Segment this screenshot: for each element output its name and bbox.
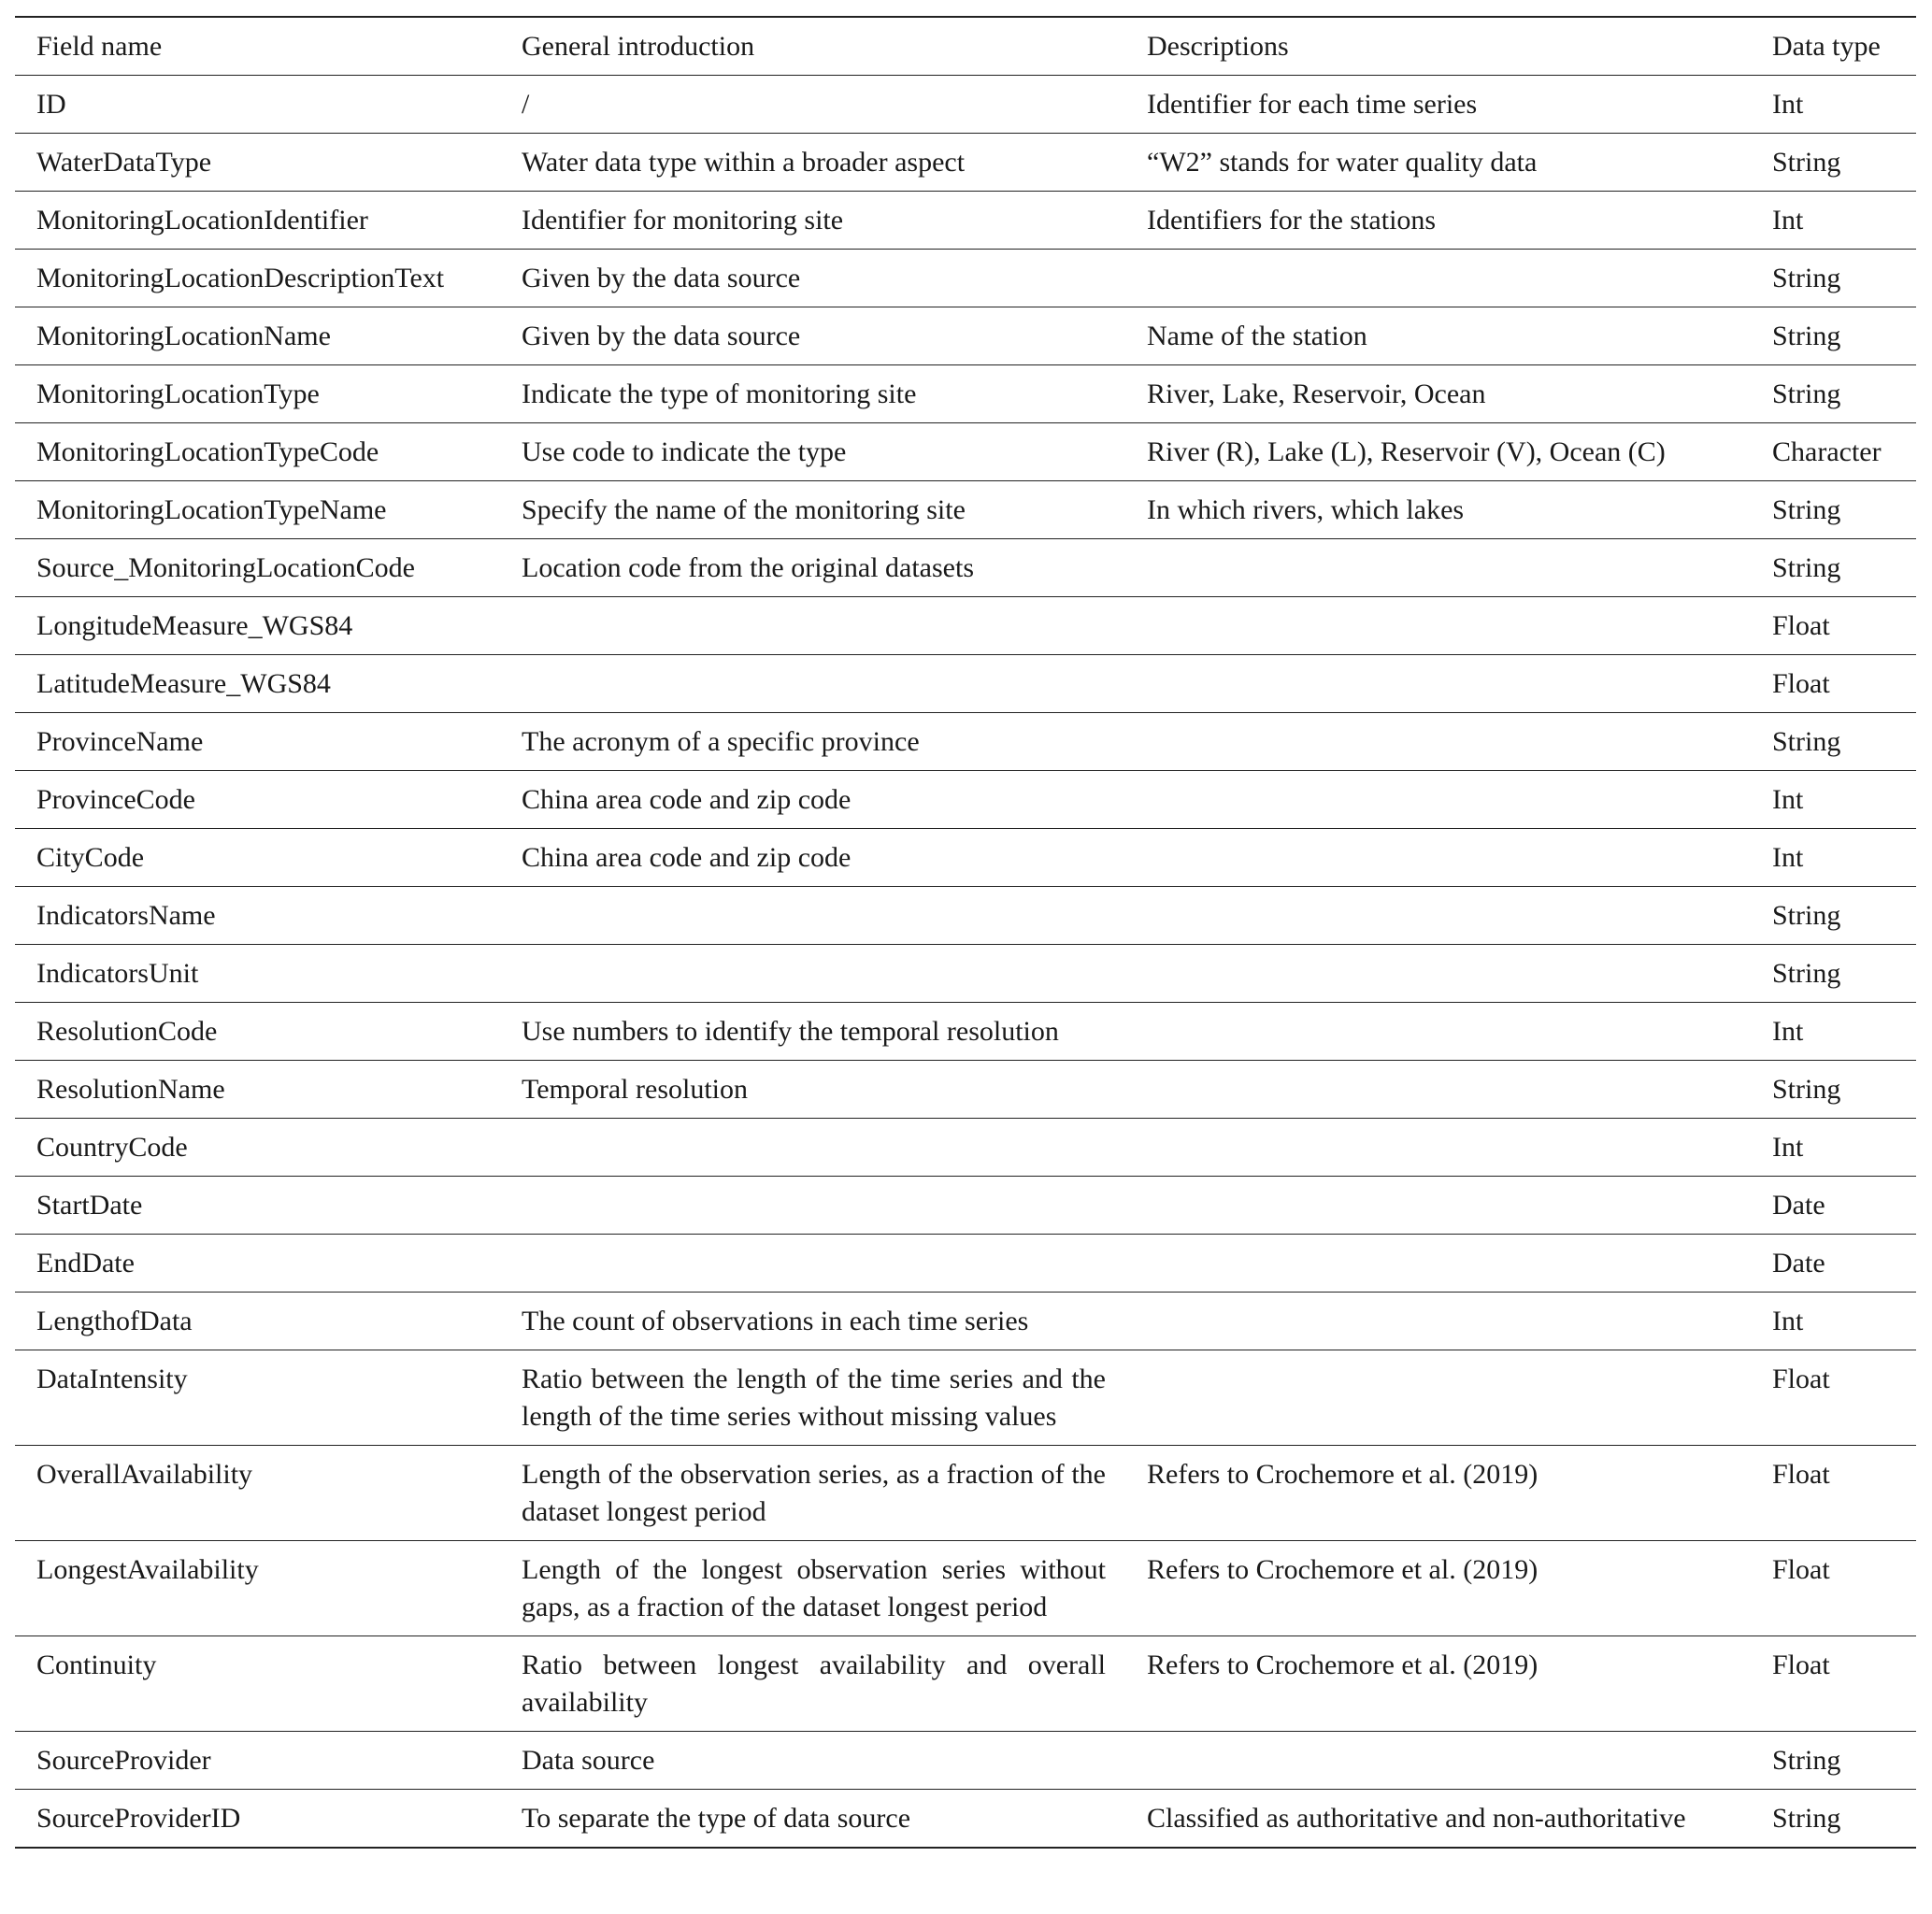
header-descriptions: Descriptions [1147, 31, 1289, 62]
general-introduction-cell: Use code to indicate the type [522, 436, 847, 467]
table-row [15, 655, 1916, 713]
table-row [15, 1119, 1916, 1177]
general-introduction-cell [501, 597, 1126, 655]
table-row [15, 1541, 1916, 1636]
general-introduction-cell: Ratio between the length of the time series and the length of the time series without missing values [522, 1364, 1106, 1432]
general-introduction-cell: Water data type within a broader aspect [522, 147, 966, 178]
description-cell [1126, 829, 1753, 887]
data-type-cell: Character [1772, 436, 1882, 467]
general-introduction-cell: Temporal resolution [522, 1074, 749, 1105]
data-type-cell: Int [1772, 1306, 1804, 1336]
table-row [15, 887, 1916, 945]
general-introduction-cell [501, 945, 1126, 1003]
general-introduction-cell: To separate the type of data source [522, 1803, 911, 1834]
table-body [15, 76, 1916, 1849]
general-introduction-cell [501, 887, 1126, 945]
table-row [15, 1061, 1916, 1119]
general-introduction-cell: The count of observations in each time series [522, 1306, 1029, 1336]
data-type-cell: String [1772, 958, 1841, 989]
data-type-cell: Int [1772, 1016, 1804, 1047]
general-introduction-cell: Given by the data source [522, 321, 801, 351]
data-type-cell: Float [1772, 1459, 1830, 1490]
table-row [15, 597, 1916, 655]
field-name-cell: OverallAvailability [36, 1459, 253, 1490]
table-row [15, 481, 1916, 539]
table-row [15, 134, 1916, 192]
field-name-cell: CountryCode [36, 1132, 188, 1163]
field-name-cell: Source_MonitoringLocationCode [36, 552, 415, 583]
field-name-cell: LengthofData [36, 1306, 193, 1336]
data-type-cell: Float [1772, 1650, 1830, 1680]
general-introduction-cell: The acronym of a specific province [522, 726, 920, 757]
description-cell: In which rivers, which lakes [1147, 494, 1465, 525]
field-name-cell: LongitudeMeasure_WGS84 [36, 610, 353, 641]
general-introduction-cell: Indicate the type of monitoring site [522, 379, 917, 409]
field-name-cell: CityCode [36, 842, 145, 873]
description-cell [1126, 1350, 1753, 1446]
data-type-cell: String [1772, 263, 1841, 293]
general-introduction-cell [501, 1235, 1126, 1293]
general-introduction-cell: Specify the name of the monitoring site [522, 494, 966, 525]
data-type-cell: Date [1772, 1190, 1825, 1221]
general-introduction-cell: Location code from the original datasets [522, 552, 974, 583]
table-row [15, 1732, 1916, 1790]
general-introduction-cell: China area code and zip code [522, 784, 852, 815]
description-cell [1126, 1061, 1753, 1119]
table-row [15, 250, 1916, 307]
table-row [15, 1350, 1916, 1446]
table-header [15, 17, 1916, 76]
field-name-cell: IndicatorsName [36, 900, 216, 931]
description-cell [1126, 1119, 1753, 1177]
general-introduction-cell: Ratio between longest availability and overall availability [522, 1650, 1106, 1718]
field-name-cell: MonitoringLocationIdentifier [36, 205, 368, 236]
description-cell [1126, 250, 1753, 307]
data-type-cell: String [1772, 900, 1841, 931]
header-field-name: Field name [36, 31, 163, 62]
description-cell: Identifiers for the stations [1147, 205, 1437, 236]
description-cell: Classified as authoritative and non-authoritative [1147, 1803, 1686, 1834]
data-type-cell: String [1772, 147, 1841, 178]
table-row [15, 76, 1916, 134]
description-cell [1126, 539, 1753, 597]
description-cell [1126, 1003, 1753, 1061]
description-cell [1126, 1235, 1753, 1293]
field-name-cell: MonitoringLocationTypeName [36, 494, 387, 525]
table-row [15, 1446, 1916, 1541]
table-row [15, 539, 1916, 597]
general-introduction-cell: Identifier for monitoring site [522, 205, 844, 236]
data-type-cell: String [1772, 379, 1841, 409]
data-type-cell: Float [1772, 610, 1830, 641]
general-introduction-cell [501, 655, 1126, 713]
table-row [15, 1636, 1916, 1732]
data-type-cell: Int [1772, 1132, 1804, 1163]
table-row [15, 1293, 1916, 1350]
description-cell: Refers to Crochemore et al. (2019) [1147, 1650, 1538, 1680]
field-name-cell: IndicatorsUnit [36, 958, 199, 989]
field-table [15, 16, 1916, 1849]
header-row [15, 17, 1916, 76]
general-introduction-cell [501, 1177, 1126, 1235]
header-data-type: Data type [1772, 31, 1881, 62]
data-type-cell: String [1772, 726, 1841, 757]
data-type-cell: String [1772, 494, 1841, 525]
table-row [15, 945, 1916, 1003]
table-row [15, 771, 1916, 829]
data-type-cell: String [1772, 1803, 1841, 1834]
description-cell [1126, 713, 1753, 771]
table-row [15, 423, 1916, 481]
description-cell [1126, 1293, 1753, 1350]
field-name-cell: MonitoringLocationType [36, 379, 320, 409]
data-type-cell: Date [1772, 1248, 1825, 1278]
field-name-cell: LongestAvailability [36, 1554, 259, 1585]
description-cell: Name of the station [1147, 321, 1367, 351]
data-type-cell: Int [1772, 205, 1804, 236]
table-row [15, 1003, 1916, 1061]
data-type-cell: Float [1772, 1364, 1830, 1394]
field-name-cell: LatitudeMeasure_WGS84 [36, 668, 331, 699]
field-name-cell: StartDate [36, 1190, 143, 1221]
table-row [15, 307, 1916, 365]
data-type-cell: Float [1772, 668, 1830, 699]
description-cell [1126, 1732, 1753, 1790]
field-name-cell: EndDate [36, 1248, 135, 1278]
description-cell: River, Lake, Reservoir, Ocean [1147, 379, 1486, 409]
table-row [15, 192, 1916, 250]
data-type-cell: Float [1772, 1554, 1830, 1585]
field-name-cell: SourceProvider [36, 1745, 211, 1776]
description-cell: Identifier for each time series [1147, 89, 1478, 120]
description-cell [1126, 887, 1753, 945]
table-row [15, 1177, 1916, 1235]
general-introduction-cell: / [522, 89, 530, 120]
description-cell: “W2” stands for water quality data [1147, 147, 1538, 178]
field-name-cell: DataIntensity [36, 1364, 188, 1394]
general-introduction-cell: China area code and zip code [522, 842, 852, 873]
general-introduction-cell: Given by the data source [522, 263, 801, 293]
field-name-cell: Continuity [36, 1650, 157, 1680]
description-cell: River (R), Lake (L), Reservoir (V), Ocean (C) [1147, 436, 1666, 467]
general-introduction-cell: Length of the observation series, as a fraction of the dataset longest period [522, 1459, 1106, 1527]
table-row [15, 1790, 1916, 1849]
data-type-cell: String [1772, 1745, 1841, 1776]
general-introduction-cell: Use numbers to identify the temporal resolution [522, 1016, 1059, 1047]
table-row [15, 829, 1916, 887]
table-row [15, 1235, 1916, 1293]
header-general-introduction: General introduction [522, 31, 755, 62]
table-row [15, 365, 1916, 423]
description-cell [1126, 655, 1753, 713]
general-introduction-cell: Data source [522, 1745, 655, 1776]
field-name-cell: ResolutionCode [36, 1016, 218, 1047]
field-name-cell: MonitoringLocationTypeCode [36, 436, 379, 467]
field-name-cell: ResolutionName [36, 1074, 225, 1105]
field-name-cell: MonitoringLocationDescriptionText [36, 263, 445, 293]
field-name-cell: WaterDataType [36, 147, 212, 178]
table-row [15, 713, 1916, 771]
data-type-cell: Int [1772, 784, 1804, 815]
field-name-cell: ProvinceCode [36, 784, 195, 815]
description-cell [1126, 771, 1753, 829]
field-name-cell: ProvinceName [36, 726, 204, 757]
data-type-cell: Int [1772, 842, 1804, 873]
data-type-cell: String [1772, 321, 1841, 351]
general-introduction-cell [501, 1119, 1126, 1177]
description-cell: Refers to Crochemore et al. (2019) [1147, 1554, 1538, 1585]
general-introduction-cell: Length of the longest observation series without gaps, as a fraction of the dataset longest period [522, 1554, 1106, 1622]
description-cell [1126, 597, 1753, 655]
field-name-cell: SourceProviderID [36, 1803, 241, 1834]
description-cell [1126, 1177, 1753, 1235]
field-name-cell: ID [36, 89, 66, 120]
description-cell [1126, 945, 1753, 1003]
data-type-cell: Int [1772, 89, 1804, 120]
description-cell: Refers to Crochemore et al. (2019) [1147, 1459, 1538, 1490]
data-type-cell: String [1772, 1074, 1841, 1105]
field-name-cell: MonitoringLocationName [36, 321, 331, 351]
data-type-cell: String [1772, 552, 1841, 583]
